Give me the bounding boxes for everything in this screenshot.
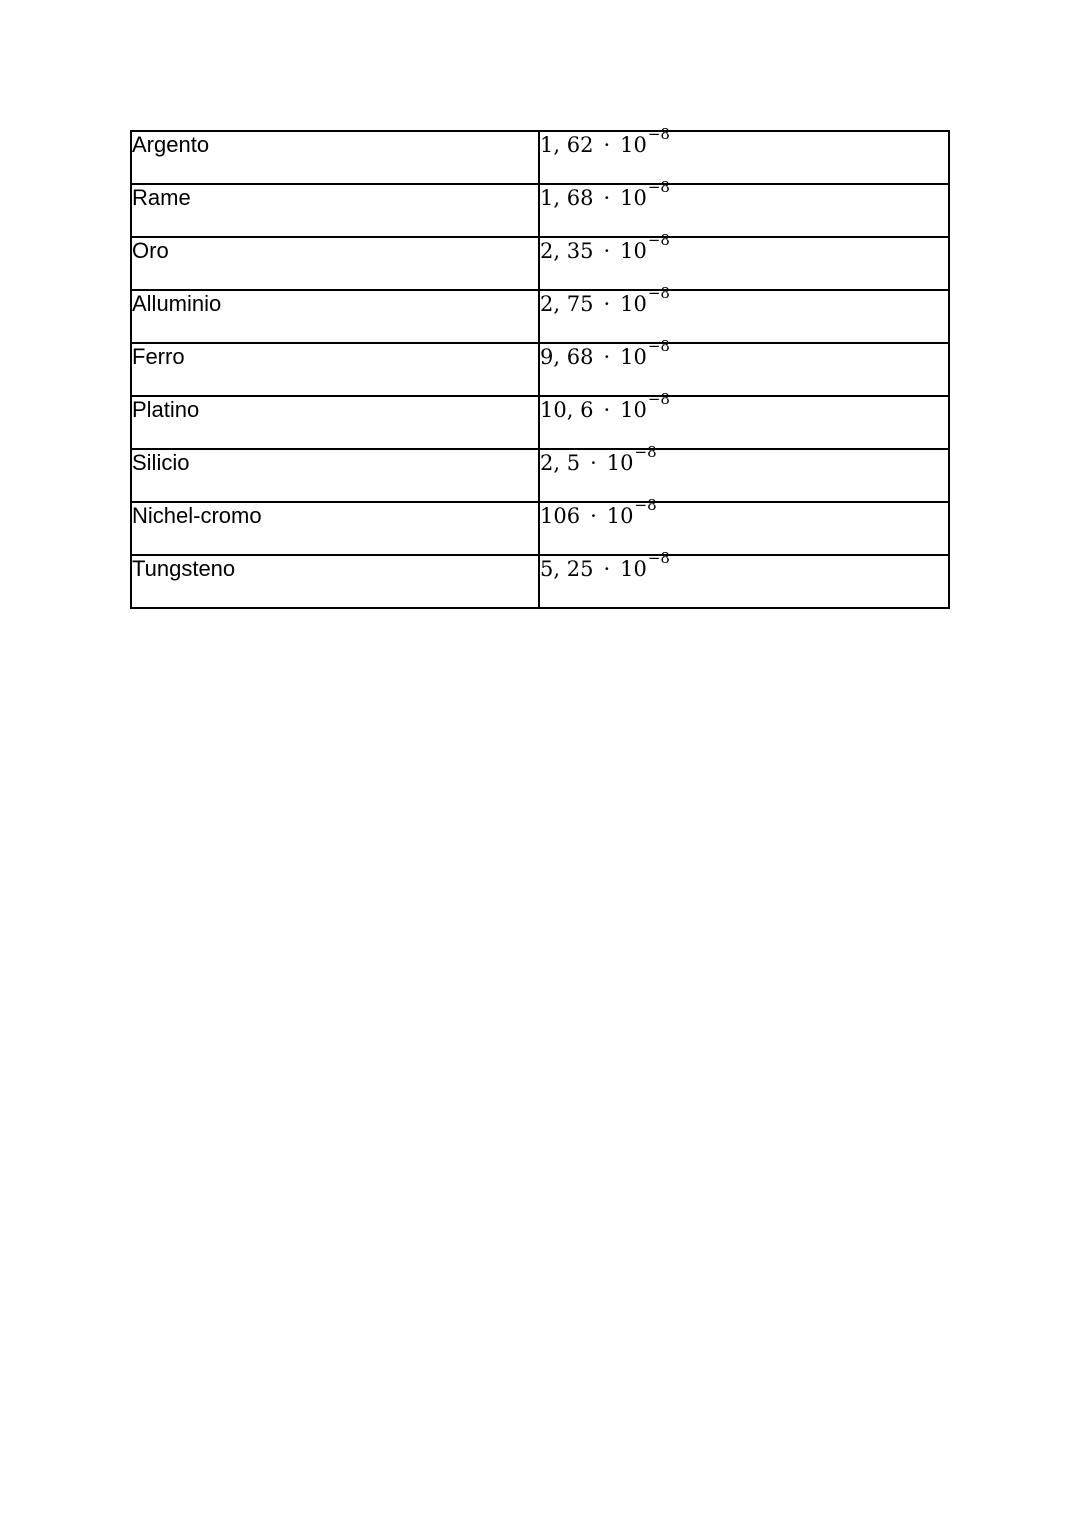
power-exponent: −8 [647, 125, 670, 143]
power-exponent: −8 [647, 390, 670, 408]
material-cell [131, 449, 539, 502]
material-name: Nichel-cromo [132, 503, 262, 528]
power-base: 10 [620, 345, 647, 369]
power-base: 10 [620, 557, 647, 581]
multiply-dot: · [590, 504, 597, 528]
resistivity-value-cell [539, 125, 949, 184]
table-row [131, 343, 949, 396]
power-exponent: −8 [634, 496, 657, 514]
resistivity-value-cell [539, 549, 949, 608]
multiply-dot: · [603, 398, 611, 422]
table-row [131, 131, 949, 184]
mantissa: 2, 75 [540, 292, 594, 316]
power-exponent: −8 [634, 443, 657, 461]
material-name: Oro [132, 238, 169, 263]
mantissa: 2, 5 [540, 451, 581, 475]
table-row [131, 184, 949, 237]
resistivity-value-cell [539, 390, 949, 449]
table-body [131, 125, 949, 608]
mantissa: 10, 6 [540, 398, 594, 422]
table-row [131, 555, 949, 608]
material-cell [131, 343, 539, 396]
power-exponent: −8 [647, 549, 670, 567]
table-row [131, 449, 949, 502]
table-row [131, 502, 949, 555]
mantissa: 106 [540, 504, 581, 528]
material-name: Argento [132, 132, 210, 157]
resistivity-value-cell [539, 496, 949, 555]
table-row [131, 290, 949, 343]
table-row [131, 396, 949, 449]
material-name: Silicio [132, 450, 190, 475]
power-exponent: −8 [647, 231, 670, 249]
power-exponent: −8 [647, 178, 670, 196]
resistivity-value-cell [539, 443, 949, 502]
resistivity-value-cell [539, 284, 949, 343]
mantissa: 1, 62 [540, 133, 594, 157]
mantissa: 9, 68 [540, 345, 594, 369]
material-cell [131, 131, 539, 184]
material-cell [131, 237, 539, 290]
power-exponent: −8 [647, 284, 670, 302]
material-name: Platino [132, 397, 200, 422]
resistivity-value-cell [539, 231, 949, 290]
material-name: Rame [132, 185, 191, 210]
material-name: Alluminio [132, 291, 222, 316]
multiply-dot: · [603, 239, 611, 263]
multiply-dot: · [590, 451, 597, 475]
multiply-dot: · [603, 292, 611, 316]
material-cell [131, 396, 539, 449]
mantissa: 1, 68 [540, 186, 594, 210]
table-row [131, 237, 949, 290]
mantissa: 2, 35 [540, 239, 594, 263]
material-cell [131, 184, 539, 237]
material-name: Ferro [132, 344, 185, 369]
material-name: Tungsteno [132, 556, 236, 581]
power-base: 10 [620, 398, 647, 422]
power-base: 10 [620, 186, 647, 210]
multiply-dot: · [603, 557, 611, 581]
multiply-dot: · [603, 186, 611, 210]
multiply-dot: · [603, 345, 611, 369]
power-base: 10 [620, 292, 647, 316]
power-base: 10 [620, 133, 647, 157]
mantissa: 5, 25 [540, 557, 594, 581]
multiply-dot: · [603, 133, 611, 157]
material-cell [131, 502, 539, 555]
resistivity-value-cell [539, 178, 949, 237]
power-base: 10 [620, 239, 647, 263]
resistivity-table [130, 125, 950, 609]
material-cell [131, 555, 539, 608]
power-base: 10 [606, 451, 634, 475]
resistivity-value-cell [539, 337, 949, 396]
power-base: 10 [606, 504, 634, 528]
power-exponent: −8 [647, 337, 670, 355]
material-cell [131, 290, 539, 343]
